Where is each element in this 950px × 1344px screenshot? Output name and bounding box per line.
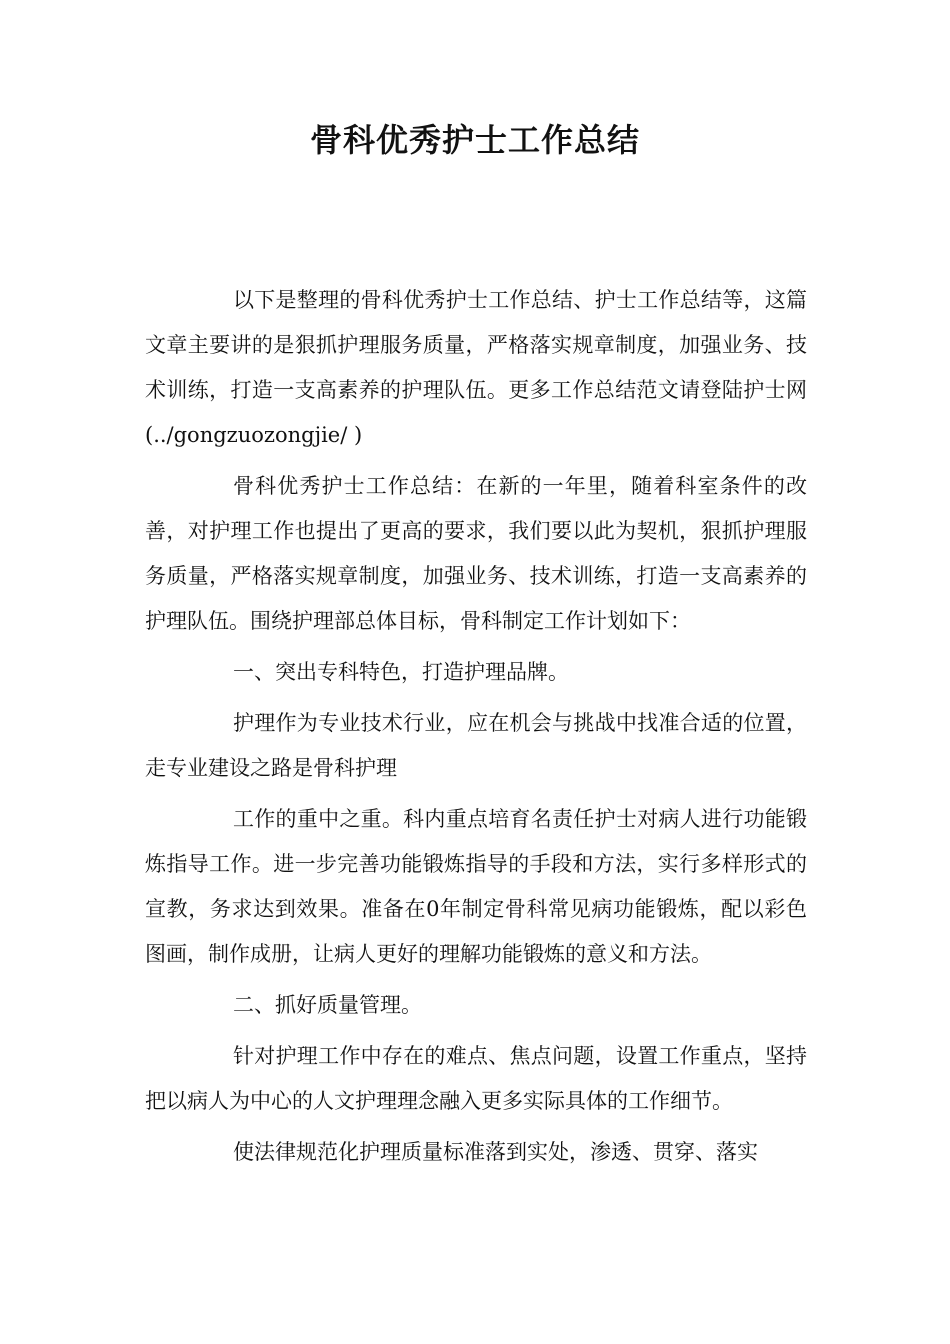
paragraph-quality: 针对护理工作中存在的难点、焦点问题，设置工作重点，坚持把以病人为中心的人文护理理念融入更多实际具体的工作细节。 [145, 1044, 807, 1113]
paragraph-intro: 以下是整理的骨科优秀护士工作总结、护士工作总结等，这篇文章主要讲的是狠抓护理服务质量，严格落实规章制度，加强业务、技术训练，打造一支高素养的护理队伍。更多工作总结范文请登陆护士网(../gongzuozongjie/ ) [145, 288, 807, 447]
document-body [145, 278, 807, 1181]
section-heading-2: 二、抓好质量管理。 [233, 993, 422, 1017]
paragraph-training: 工作的重中之重。科内重点培育名责任护士对病人进行功能锻炼指导工作。进一步完善功能锻炼指导的手段和方法，实行多样形式的宣教，务求达到效果。准备在0年制定骨科常见病功能锻炼，配以彩色图画，制作成册，让病人更好的理解功能锻炼的意义和方法。 [145, 807, 807, 966]
document-title: 骨科优秀护士工作总结 [309, 121, 640, 159]
paragraph-specialty: 护理作为专业技术行业，应在机会与挑战中找准合适的位置，走专业建设之路是骨科护理 [145, 711, 807, 780]
paragraph-summary: 骨科优秀护士工作总结：在新的一年里，随着科室条件的改善，对护理工作也提出了更高的要求，我们要以此为契机，狠抓护理服务质量，严格落实规章制度，加强业务、技术训练，打造一支高素养的护理队伍。围绕护理部总体目标，骨科制定工作计划如下： [145, 474, 807, 633]
section-heading-1: 一、突出专科特色，打造护理品牌。 [233, 660, 569, 684]
paragraph-standards: 使法律规范化护理质量标准落到实处，渗透、贯穿、落实 [233, 1140, 758, 1164]
